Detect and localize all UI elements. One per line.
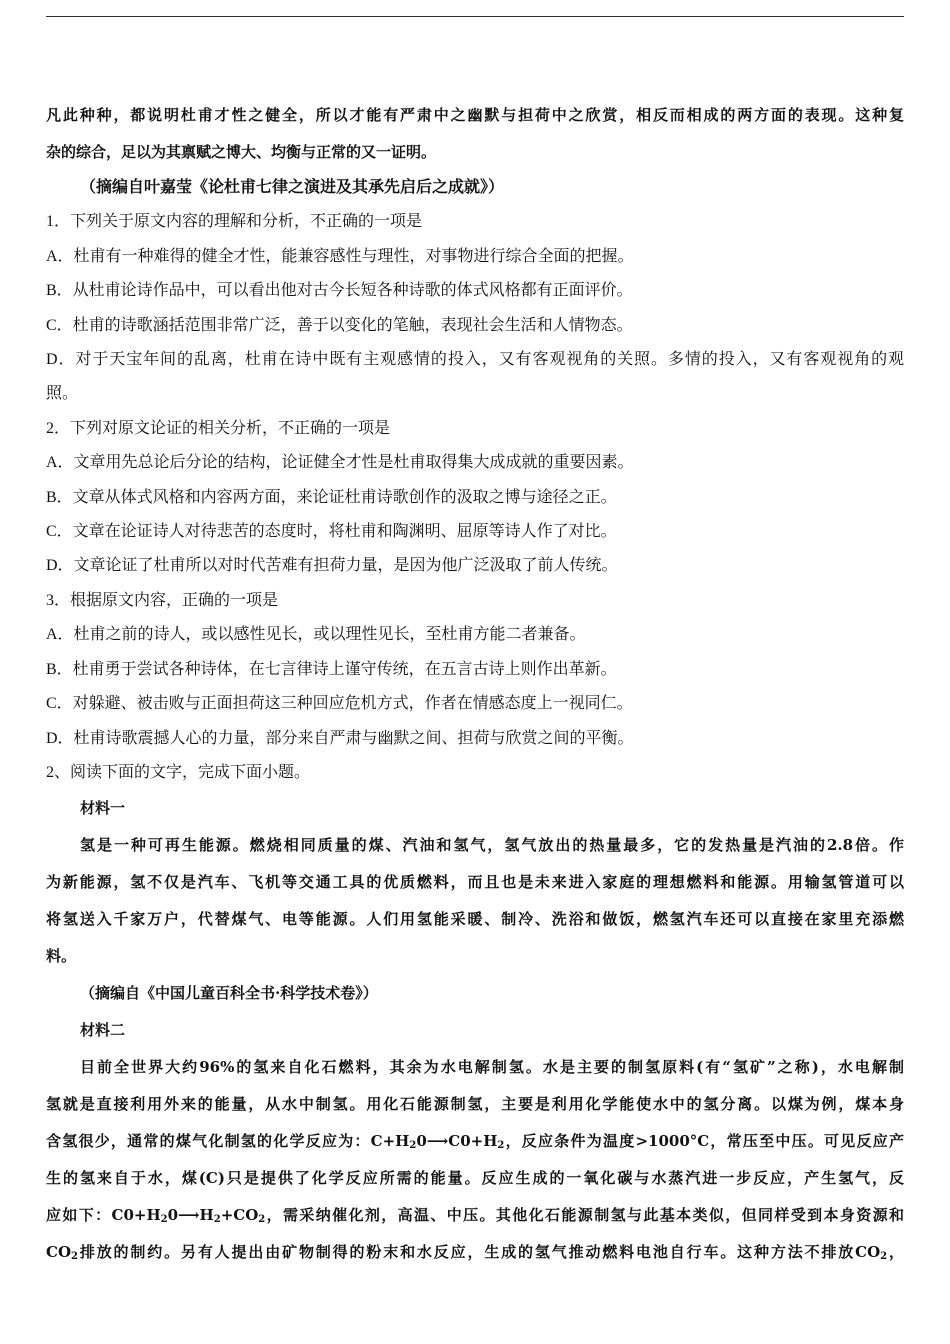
question-2-stem: 2．下列对原文论证的相关分析，不正确的一项是 [46, 419, 391, 437]
question-3-option-d: D．杜甫诗歌震撼人心的力量，部分来自严肃与幽默之间、担荷与欣赏之间的平衡。 [46, 729, 634, 747]
subscript: 2 [258, 1214, 266, 1226]
section-2-intro: 2、阅读下面的文字，完成下面小题。 [46, 763, 311, 781]
material-1-line: 将氢送入千家万户，代替煤气、电等能源。人们用氢能采暖、制冷、洗浴和做饭，燃氢汽车还可以直接在家里充添燃 [46, 910, 904, 929]
question-1-option-c: C．杜甫的诗歌涵括范围非常广泛，善于以变化的笔触，表现社会生活和人情物态。 [46, 316, 633, 334]
question-3-option-a: A．杜甫之前的诗人，或以感性见长，或以理性见长，至杜甫方能二者兼备。 [46, 626, 586, 644]
material-2-text: ，需采纳催化剂，高温、中压。其他化石能源制氢与此基本类似，但同样受到本身资源和 [265, 1206, 904, 1225]
question-1-option-a: A．杜甫有一种难得的健全才性，能兼容感性与理性，对事物进行综合全面的把握。 [46, 247, 634, 265]
question-1-stem: 1．下列关于原文内容的理解和分析，不正确的一项是 [46, 213, 423, 231]
question-3-option-b: B．杜甫勇于尝试各种诗体，在七言律诗上谨守传统，在五言古诗上则作出革新。 [46, 660, 617, 678]
passage-line: 杂的综合，足以为其禀赋之博大、均衡与正常的又一证明。 [46, 143, 437, 161]
question-2-option-d: D．文章论证了杜甫所以对时代苦难有担荷力量，是因为他广泛汲取了前人传统。 [46, 557, 618, 575]
question-3-option-c: C．对躲避、被击败与正面担荷这三种回应危机方式，作者在情感态度上一视同仁。 [46, 695, 633, 713]
subscript: 2 [497, 1140, 505, 1152]
question-1-option-b: B．从杜甫论诗作品中，可以看出他对古今长短各种诗歌的体式风格都有正面评价。 [46, 282, 633, 300]
question-2-option-b: B．文章从体式风格和内容两方面，来论证杜甫诗歌创作的汲取之博与途径之正。 [46, 488, 617, 506]
passage-source: （摘编自叶嘉莹《论杜甫七律之演进及其承先启后之成就》） [80, 179, 505, 196]
material-2-line: 生的氢来自于水，煤(C)只是提供了化学反应所需的能量。反应生成的一氧化碳与水蒸汽进一步反应，产生氢气，反 [46, 1169, 904, 1188]
subscript: 2 [409, 1140, 417, 1152]
material-2-text: 0⟶H [167, 1206, 214, 1225]
header-rule [46, 16, 904, 17]
material-1-source: （摘编自《中国儿童百科全书·科学技术卷》） [80, 984, 378, 1003]
question-2-option-a: A．文章用先总论后分论的结构，论证健全才性是杜甫取得集大成成就的重要因素。 [46, 454, 634, 472]
question-1-option-d: D．对于天宝年间的乱离，杜甫在诗中既有主观感情的投入，又有客观视角的关照。多情的投入，又有客观视角的观 [46, 351, 904, 369]
material-2-text: ， [887, 1243, 904, 1262]
material-2-line [46, 1197, 904, 1234]
subscript: 2 [160, 1214, 168, 1226]
material-2-text: 应如下：C0+H [46, 1206, 161, 1225]
material-2-text: +CO [220, 1206, 259, 1225]
material-2-text: CO [46, 1243, 72, 1262]
material-1-line: 为新能源，氢不仅是汽车、飞机等交通工具的优质燃料，而且也是未来进入家庭的理想燃料和能源。用输氢管道可以 [46, 873, 904, 892]
passage-line: 凡此种种，都说明杜甫才性之健全，所以才能有严肃中之幽默与担荷中之欣赏，相反而相成的两方面的表现。这种复 [46, 106, 904, 124]
subscript: 2 [71, 1251, 78, 1263]
material-2-text: 含氢很少，通常的煤气化制氢的化学反应为：C+H [46, 1132, 410, 1151]
question-1-option-d-continued: 照。 [46, 385, 79, 403]
question-2-option-c: C．文章在论证诗人对待悲苦的态度时，将杜甫和陶渊明、屈原等诗人作了对比。 [46, 523, 617, 541]
material-2-text: 排放的制约。另有人提出由矿物制得的粉末和水反应，生成的氢气推动燃料电池自行车。这种方法不排放CO [77, 1243, 881, 1262]
question-3-stem: 3．根据原文内容，正确的一项是 [46, 591, 279, 609]
material-2-line [46, 1123, 904, 1160]
subscript: 2 [213, 1214, 221, 1226]
material-1-line: 料。 [46, 947, 77, 966]
material-1-line: 氢是一种可再生能源。燃烧相同质量的煤、汽油和氢气，氢气放出的热量最多，它的发热量是汽油的2.8倍。作 [80, 836, 904, 855]
subscript: 2 [880, 1251, 888, 1263]
material-2-line [46, 1234, 904, 1271]
material-2-text: 0⟶C0+H [416, 1132, 498, 1151]
material-2-heading: 材料二 [80, 1021, 126, 1040]
document-body [46, 97, 904, 1271]
material-2-line: 氢就是直接利用外来的能量，从水中制氢。用化石能源制氢，主要是利用化学能使水中的氢分离。以煤为例，煤本身 [46, 1095, 904, 1114]
material-2-line: 目前全世界大约96%的氢来自化石燃料，其余为水电解制氢。水是主要的制氢原料(有“氢矿”之称)，水电解制 [80, 1058, 904, 1077]
material-1-heading: 材料一 [80, 799, 126, 818]
material-2-text: ，反应条件为温度>1000°C，常压至中压。可见反应产 [504, 1132, 904, 1151]
